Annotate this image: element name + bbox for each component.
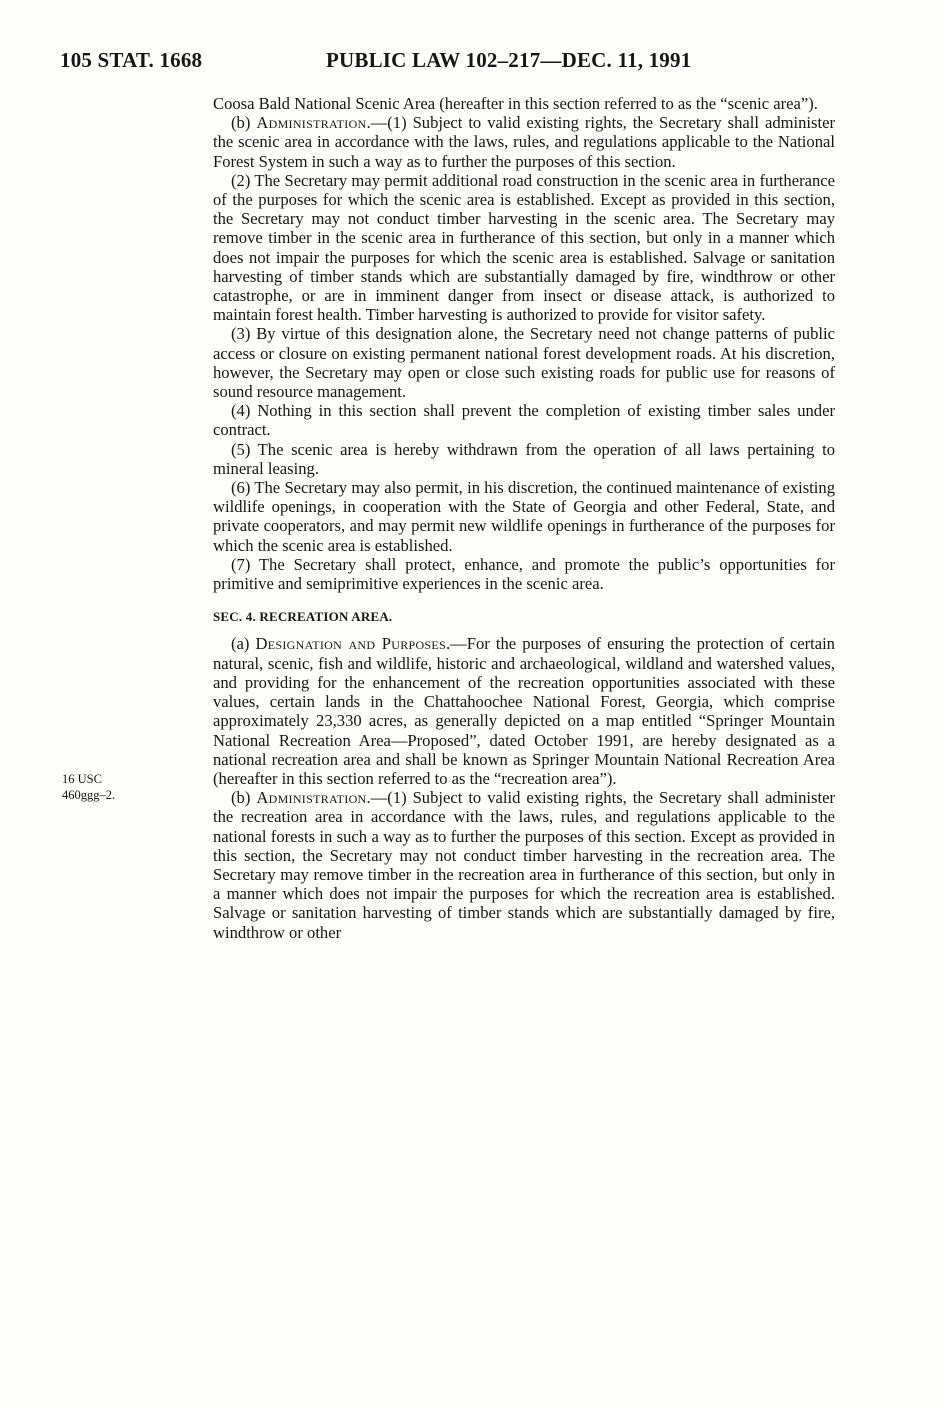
- statute-page-number: 105 STAT. 1668: [60, 48, 203, 72]
- paragraph-sec4-a: [213, 634, 835, 788]
- paragraph-intro: Coosa Bald National Scenic Area (hereafter in this section referred to as the “scenic area”).: [213, 94, 818, 113]
- paragraph-sec4-b: [213, 788, 835, 942]
- subsection-label: (a): [231, 634, 256, 654]
- subsection-label: (b): [231, 788, 257, 808]
- paragraph-sec3-6: (6) The Secretary may also permit, in his discretion, the continued maintenance of existing wildlife openings, in cooperation with the State of Georgia and other Federal, State, and private cooperators, and may permit new wildlife openings in furtherance of the purposes for which the scenic area is established.: [213, 478, 835, 555]
- subsection-label: (b): [231, 113, 257, 133]
- subsection-heading: Administration: [256, 788, 367, 808]
- subsection-heading: Administration: [256, 113, 367, 133]
- paragraph-sec3-4: (4) Nothing in this section shall prevent the completion of existing timber sales under contract.: [213, 401, 835, 440]
- section-heading: SEC. 4. RECREATION AREA.: [213, 609, 393, 625]
- subsection-heading: Designation and Purposes: [255, 634, 447, 654]
- subsection-text: .—(1) Subject to valid existing rights, the Secretary shall administer the recreation area in accordance with the laws, rules, and regulations applicable to the national forests in such a way as to further the purposes of this section. Except as provided in this section, the Secretary may not conduct timber harvesting in the recreation area. The Secretary may remove timber in the recreation area in furtherance of this section, but only in a manner which does not impair the purposes for which the recreation area is established. Salvage or sanitation harvesting of timber stands which are substantially damaged by fire, windthrow or other: [213, 788, 835, 942]
- body-text: [213, 94, 835, 942]
- margin-citation-line-1: 16 USC: [62, 772, 102, 786]
- paragraph-sec3-7: (7) The Secretary shall protect, enhance, and promote the public’s opportunities for primitive and semiprimitive experiences in the scenic area.: [213, 554, 835, 594]
- law-title: PUBLIC LAW 102–217—DEC. 11, 1991: [326, 48, 692, 72]
- subsection-text: .—(1) Subject to valid existing rights, the Secretary shall administer the scenic area in accordance with the laws, rules, and regulations applicable to the National Forest System in such a way as to further the purposes of this section.: [213, 113, 835, 171]
- paragraph-sec3-5: (5) The scenic area is hereby withdrawn from the operation of all laws pertaining to mineral leasing.: [213, 439, 835, 478]
- paragraph-sec3-b: [213, 113, 835, 171]
- subsection-text: .—For the purposes of ensuring the protection of certain natural, scenic, fish and wildlife, historic and archaeological, wildland and watershed values, and providing for the enhancement of the recreation opportunities associated with these values, certain lands in the Chattahoochee National Forest, Georgia, which comprise approximately 23,330 acres, as generally depicted on a map entitled “Springer Mountain National Recreation Area—Proposed”, dated October 1991, are hereby designated as a national recreation area and shall be known as Springer Mountain National Recreation Area (hereafter in this section referred to as the “recreation area”).: [213, 634, 835, 788]
- margin-citation: [62, 771, 115, 803]
- page-header: [60, 48, 840, 78]
- paragraph-sec3-2: (2) The Secretary may permit additional road construction in the scenic area in furtherance of the purposes for which the scenic area is established. Except as provided in this section, the Secretary may not conduct timber harvesting in the scenic area. The Secretary may remove timber in the scenic area in furtherance of this section, but only in a manner which does not impair the purposes for which the scenic area is established. Salvage or sanitation harvesting of timber stands which are substantially damaged by fire, windthrow or other catastrophe, or are in imminent danger from insect or disease attack, is authorized to maintain forest health. Timber harvesting is authorized to provide for visitor safety.: [213, 170, 835, 325]
- margin-citation-line-2: 460ggg–2.: [62, 788, 116, 802]
- paragraph-sec3-3: (3) By virtue of this designation alone, the Secretary need not change patterns of public access or closure on existing permanent national forest development roads. At his discretion, however, the Secretary may open or close such existing roads for public use for reasons of sound resource management.: [213, 324, 835, 402]
